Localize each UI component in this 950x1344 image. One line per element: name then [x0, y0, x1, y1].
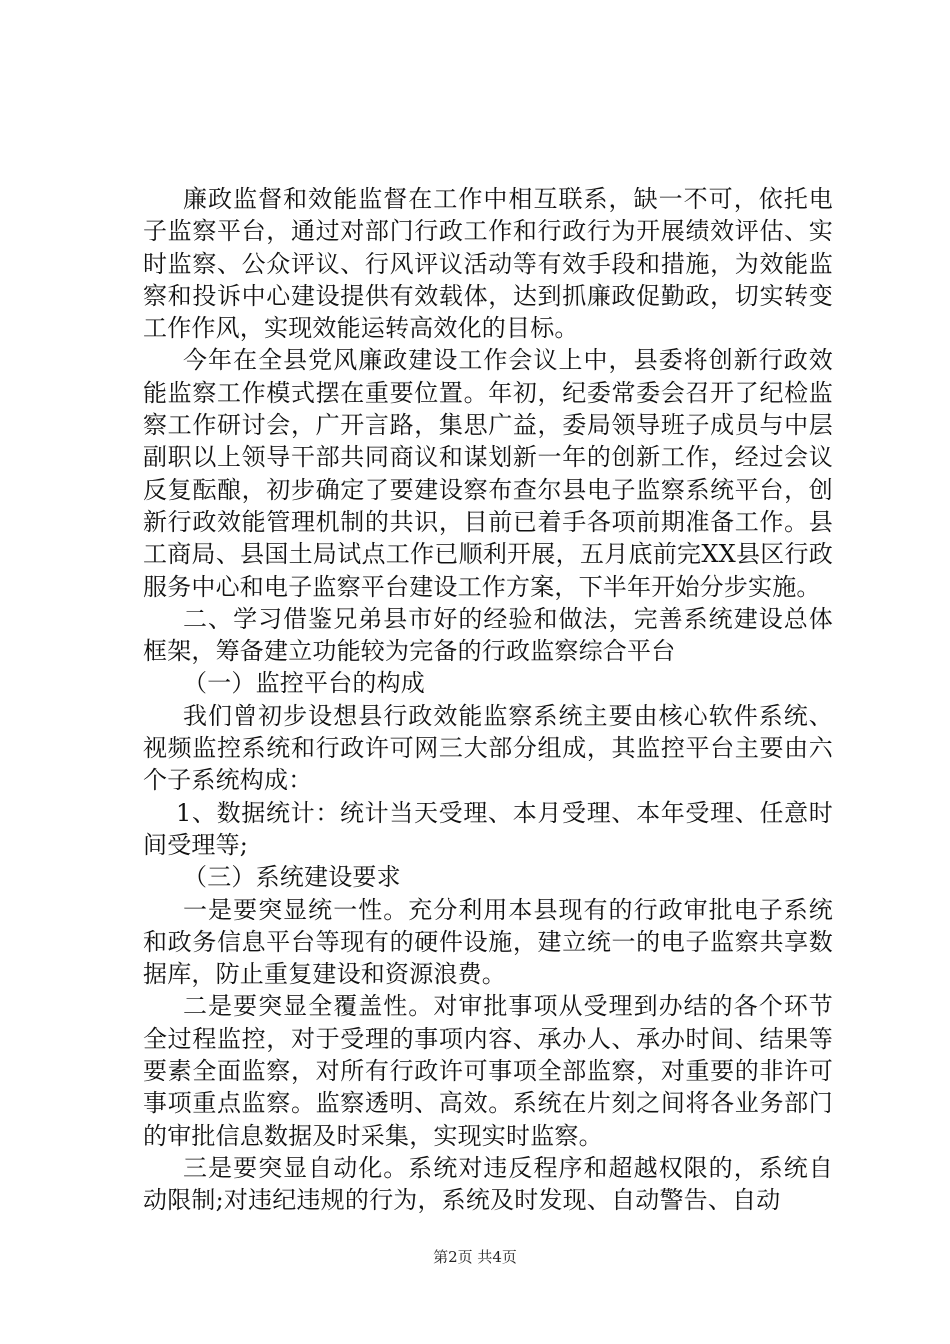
section-heading: 二、学习借鉴兄弟县市好的经验和做法，完善系统建设总体框架，筹备建立功能较为完备的行政监察综合平台: [143, 604, 833, 666]
paragraph: 今年在全县党风廉政建设工作会议上中，县委将创新行政效能监察工作模式摆在重要位置。年初，纪委常委会召开了纪检监察工作研讨会，广开言路，集思广益，委局领导班子成员与中层副职以上领导干部共同商议和谋划新一年的创新工作，经过会议反复酝酿，初步确定了要建设察布查尔县电子监察系统平台，创新行政效能管理机制的共识，目前已着手各项前期准备工作。县工商局、县国土局试点工作已顺利开展，五月底前完XX县区行政服务中心和电子监察平台建设工作方案，下半年开始分步实施。: [143, 346, 833, 601]
page-number-footer: 第2页 共4页: [433, 1248, 517, 1266]
paragraph: 廉政监督和效能监督在工作中相互联系，缺一不可，依托电子监察平台，通过对部门行政工作和行政行为开展绩效评估、实时监察、公众评议、行风评议活动等有效手段和措施，为效能监察和投诉中心建设提供有效载体，达到抓廉政促勤政，切实转变工作作风，实现效能运转高效化的目标。: [143, 185, 833, 343]
subsection-heading: （一）监控平台的构成: [183, 669, 425, 698]
document-body: [143, 183, 833, 1217]
paragraph: 一是要突显统一性。充分利用本县现有的行政审批电子系统和政务信息平台等现有的硬件设施，建立统一的电子监察共享数据库，防止重复建设和资源浪费。: [143, 895, 833, 989]
list-item: 1、数据统计：统计当天受理、本月受理、本年受理、任意时间受理等;: [143, 798, 833, 859]
paragraph: 三是要突显自动化。系统对违反程序和超越权限的，系统自动限制;对违纪违规的行为，系统及时发现、自动警告、自动: [143, 1153, 833, 1215]
subsection-heading: （三）系统建设要求: [183, 863, 401, 892]
paragraph: 我们曾初步设想县行政效能监察系统主要由核心软件系统、视频监控系统和行政许可网三大部分组成，其监控平台主要由六个子系统构成：: [143, 701, 833, 795]
paragraph: 二是要突显全覆盖性。对审批事项从受理到办结的各个环节全过程监控，对于受理的事项内容、承办人、承办时间、结果等要素全面监察，对所有行政许可事项全部监察，对重要的非许可事项重点监察。监察透明、高效。系统在片刻之间将各业务部门的审批信息数据及时采集，实现实时监察。: [143, 992, 833, 1150]
